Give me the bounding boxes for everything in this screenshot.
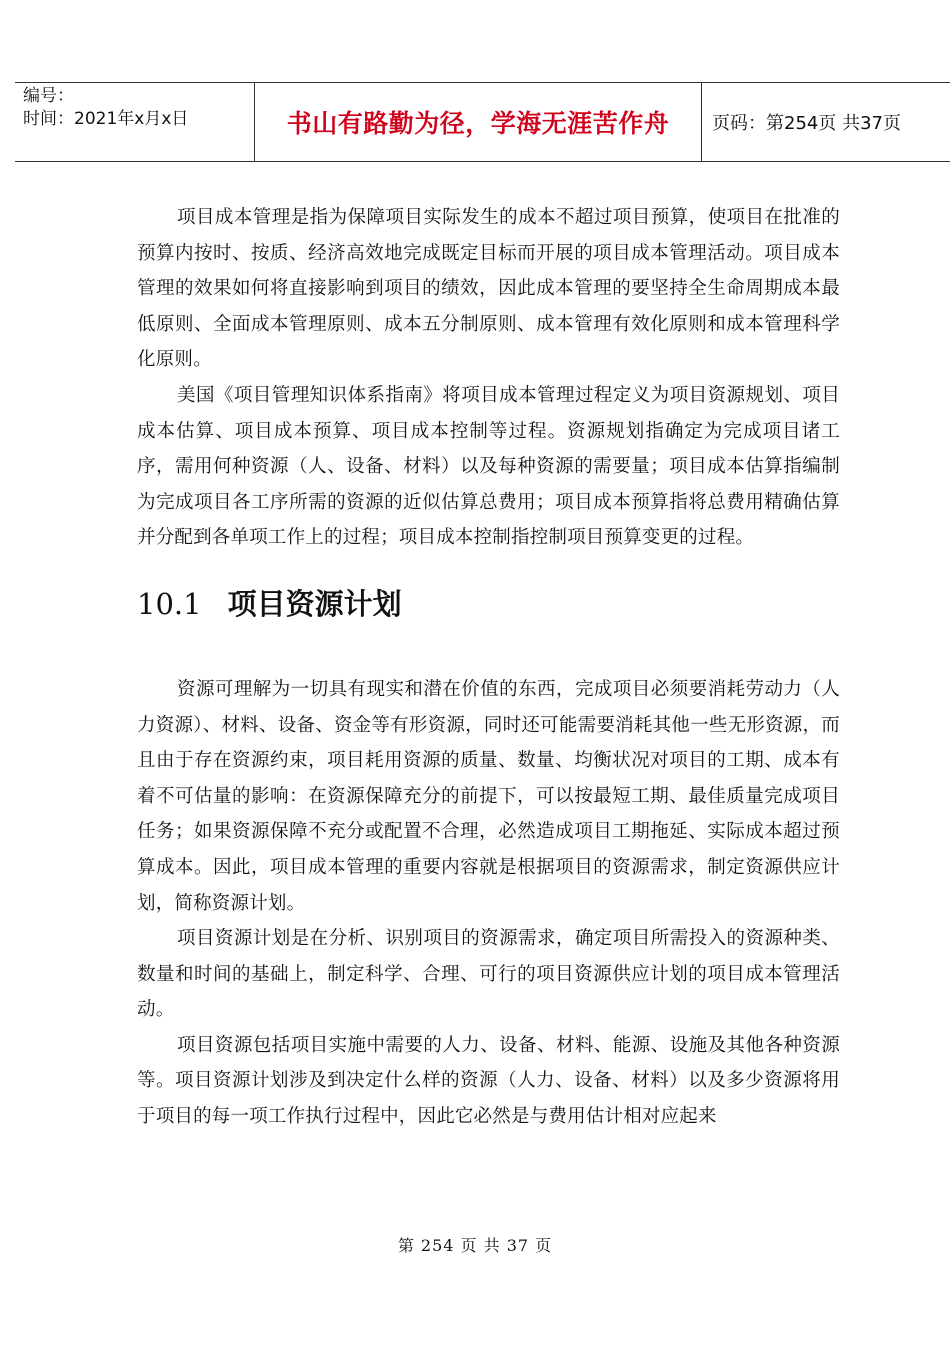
paragraph: 资源可理解为一切具有现实和潜在价值的东西，完成项目必须要消耗劳动力（人力资源）、材料、设备、资金等有形资源，同时还可能需要消耗其他一些无形资源，而且由于存在资源约束，项目耗用资源的质量、数量、均衡状况对项目的工期、成本有着不可估量的影响：在资源保障充分的前提下，可以按最短工期、最佳质量完成项目任务；如果资源保障不充分或配置不合理，必然造成项目工期拖延、实际成本超过预算成本。因此，项目成本管理的重要内容就是根据项目的资源需求，制定资源供应计划，简称资源计划。 [137,678,840,914]
section-number: 10.1 [137,586,202,621]
page-header [15,82,950,162]
document-body [137,200,840,1135]
header-motto: 书山有路勤为径，学海无涯苦作舟 [254,83,702,161]
header-meta [23,85,251,131]
paragraph: 项目资源包括项目实施中需要的人力、设备、材料、能源、设施及其他各种资源等。项目资源计划涉及到决定什么样的资源（人力、设备、材料）以及多少资源将用于项目的每一项工作执行过程中，因此它必然是与费用估计相对应起来 [137,1034,840,1128]
document-time-label: 时间：2021年x月x日 [23,109,189,129]
document-number-label: 编号： [23,86,74,106]
header-page-info: 页码：第254页 共37页 [712,113,901,134]
spacer [137,634,840,672]
paragraph: 项目成本管理是指为保障项目实际发生的成本不超过项目预算，使项目在批准的预算内按时、按质、经济高效地完成既定目标而开展的项目成本管理活动。项目成本管理的效果如何将直接影响到项目的绩效，因此成本管理的要坚持全生命周期成本最低原则、全面成本管理原则、成本五分制原则、成本管理有效化原则和成本管理科学化原则。 [137,207,840,371]
section-heading [137,574,840,634]
section-title: 项目资源计划 [227,586,402,621]
page-footer: 第 254 页 共 37 页 [397,1236,553,1255]
paragraph: 项目资源计划是在分析、识别项目的资源需求，确定项目所需投入的资源种类、数量和时间的基础上，制定科学、合理、可行的项目资源供应计划的项目成本管理活动。 [137,928,840,1021]
paragraph: 美国《项目管理知识体系指南》将项目成本管理过程定义为项目资源规划、项目成本估算、项目成本预算、项目成本控制等过程。资源规划指确定为完成项目诸工序，需用何种资源（人、设备、材料）以及每种资源的需要量；项目成本估算指编制为完成项目各工序所需的资源的近似估算总费用；项目成本预算指将总费用精确估算并分配到各单项工作上的过程；项目成本控制指控制项目预算变更的过程。 [137,384,840,549]
